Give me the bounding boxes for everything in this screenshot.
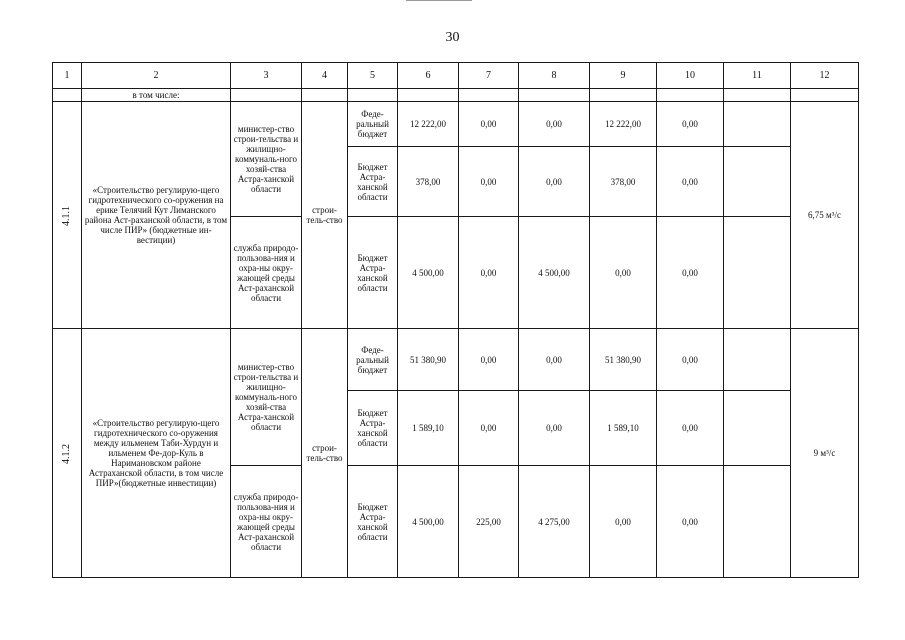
cell-c6: 378,00 (398, 147, 459, 217)
cell-c8: 0,00 (519, 391, 590, 466)
executor: министер-ство строи-тельства и жилищно-коммуналь-ного хозяй-ства Астра-ханской области (231, 329, 302, 466)
col-header-7: 7 (459, 63, 519, 89)
col-header-2: 2 (82, 63, 231, 89)
page-number: 30 (445, 30, 460, 45)
project-number: 4.1.2 (61, 443, 72, 464)
cell-c10: 0,00 (657, 329, 724, 391)
col-header-3: 3 (231, 63, 302, 89)
subheader-row (53, 89, 859, 102)
project-name: «Строительство регулирую-щего гидротехнического со-оружения между ильменем Таби-Хурдун и ильменем Фе-дор-Куль в Наримановском районе Астраханской области, в том числе ПИР»(бюджетные инвестиции) (82, 329, 231, 578)
cell-c9: 378,00 (590, 147, 657, 217)
cell-c7: 0,00 (459, 102, 519, 147)
executor: служба природо-пользова-ния и охра-ны окру-жающей среды Аст-раханской области (231, 217, 302, 329)
funding-source: Бюджет Астра-ханской области (348, 391, 398, 466)
cell-c8: 0,00 (519, 147, 590, 217)
header-row (53, 63, 859, 89)
table-row (53, 329, 859, 391)
col-header-9: 9 (590, 63, 657, 89)
cell-c11 (724, 217, 791, 329)
executor: служба природо-пользова-ния и охра-ны окру-жающей среды Аст-раханской области (231, 466, 302, 578)
funding-source: Бюджет Астра-ханской области (348, 466, 398, 578)
col-header-6: 6 (398, 63, 459, 89)
cell-c6: 4 500,00 (398, 217, 459, 329)
cell-c7: 225,00 (459, 466, 519, 578)
col-header-10: 10 (657, 63, 724, 89)
cell-c10: 0,00 (657, 102, 724, 147)
col-header-1: 1 (53, 63, 82, 89)
work-type: строи-тель-ство (302, 329, 348, 578)
cell-c8: 4 275,00 (519, 466, 590, 578)
subheader-text: в том числе: (82, 89, 231, 102)
cell-c8: 0,00 (519, 102, 590, 147)
cell-c11 (724, 329, 791, 391)
project-name: «Строительство регулирую-щего гидротехнического со-оружения на ерике Телячий Кут Лиманского района Аст-раханской области, в том числе ПИР» (бюджетные ин-вестиции) (82, 102, 231, 329)
col-header-5: 5 (348, 63, 398, 89)
col-header-12: 12 (791, 63, 859, 89)
cell-c11 (724, 391, 791, 466)
col-header-8: 8 (519, 63, 590, 89)
cell-c10: 0,00 (657, 147, 724, 217)
top-rule (406, 0, 472, 1)
capacity: 6,75 м³/с (791, 102, 859, 329)
cell-c9: 0,00 (590, 466, 657, 578)
cell-c11 (724, 147, 791, 217)
col-header-4: 4 (302, 63, 348, 89)
project-number-cell (53, 102, 82, 329)
funding-source: Феде-ральный бюджет (348, 329, 398, 391)
executor: министер-ство строи-тельства и жилищно-коммуналь-ного хозяй-ства Астра-ханской области (231, 102, 302, 217)
cell-c7: 0,00 (459, 217, 519, 329)
funding-source: Бюджет Астра-ханской области (348, 217, 398, 329)
cell-c8: 4 500,00 (519, 217, 590, 329)
cell-c7: 0,00 (459, 391, 519, 466)
cell-c9: 0,00 (590, 217, 657, 329)
table-row (53, 102, 859, 147)
cell-c6: 51 380,90 (398, 329, 459, 391)
cell-c9: 12 222,00 (590, 102, 657, 147)
cell-c10: 0,00 (657, 466, 724, 578)
cell-c11 (724, 466, 791, 578)
cell-c9: 1 589,10 (590, 391, 657, 466)
cell-c8: 0,00 (519, 329, 590, 391)
cell-c10: 0,00 (657, 391, 724, 466)
cell-c7: 0,00 (459, 329, 519, 391)
cell-c7: 0,00 (459, 147, 519, 217)
capacity: 9 м³/с (791, 329, 859, 578)
cell-c9: 51 380,90 (590, 329, 657, 391)
project-number: 4.1.1 (61, 205, 72, 226)
cell-c6: 12 222,00 (398, 102, 459, 147)
col-header-11: 11 (724, 63, 791, 89)
cell-c6: 4 500,00 (398, 466, 459, 578)
work-type: строи-тель-ство (302, 102, 348, 329)
funding-source: Феде-ральный бюджет (348, 102, 398, 147)
cell-c6: 1 589,10 (398, 391, 459, 466)
project-number-cell (53, 329, 82, 578)
budget-table (52, 62, 859, 578)
funding-source: Бюджет Астра-ханской области (348, 147, 398, 217)
cell-c11 (724, 102, 791, 147)
cell-c10: 0,00 (657, 217, 724, 329)
